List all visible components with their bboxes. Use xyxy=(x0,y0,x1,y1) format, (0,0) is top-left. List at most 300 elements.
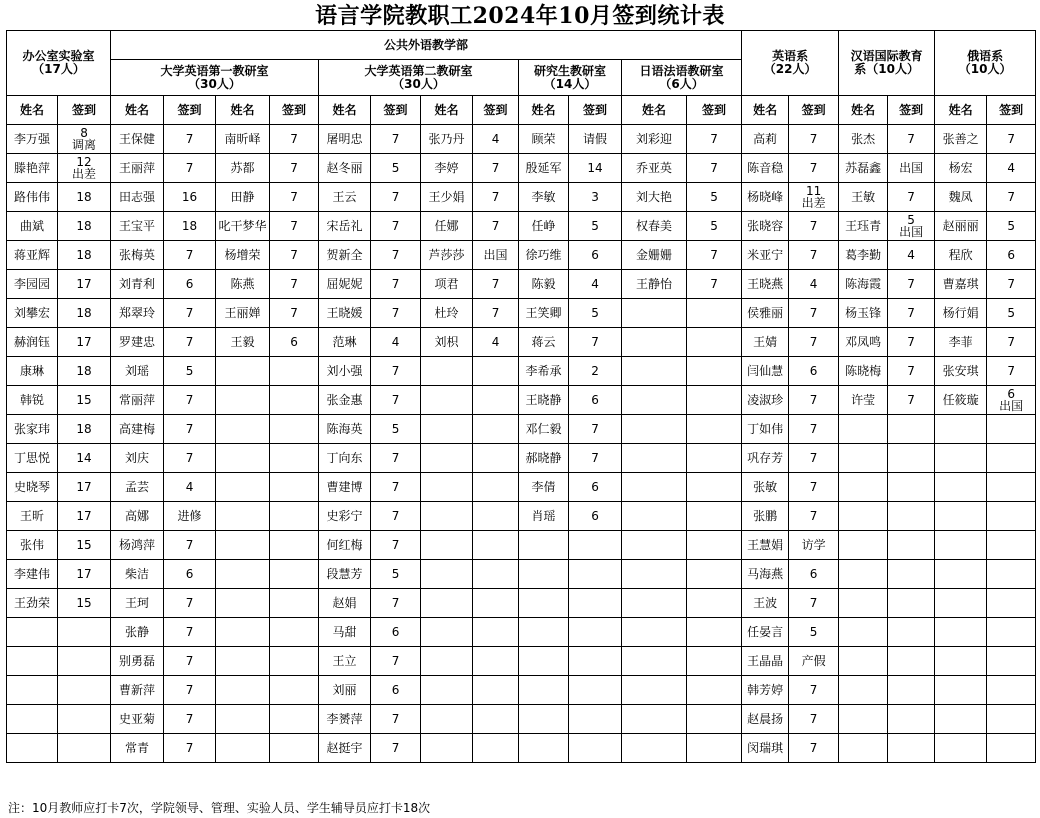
sign-cell xyxy=(987,502,1036,531)
sign-cell xyxy=(270,473,319,502)
sign-cell: 7 xyxy=(789,386,839,415)
name-cell xyxy=(519,589,569,618)
grad-section-count: （14人） xyxy=(543,76,597,91)
sign-cell: 7 xyxy=(888,357,935,386)
sign-cell: 7 xyxy=(164,125,216,154)
name-cell: 南昕峄 xyxy=(216,125,270,154)
name-cell: 高娜 xyxy=(111,502,164,531)
name-cell xyxy=(839,560,888,589)
sign-cell xyxy=(888,560,935,589)
sign-cell: 7 xyxy=(270,212,319,241)
name-cell: 郑翠玲 xyxy=(111,299,164,328)
sign-cell: 7 xyxy=(789,415,839,444)
name-column-header: 姓名 xyxy=(622,96,687,125)
name-cell: 张梅英 xyxy=(111,241,164,270)
name-cell: 刘瑶 xyxy=(111,357,164,386)
sign-cell: 2 xyxy=(569,357,622,386)
sign-cell: 7 xyxy=(164,734,216,763)
sign-cell: 7 xyxy=(987,357,1036,386)
sign-cell: 7 xyxy=(164,386,216,415)
sign-cell: 5 xyxy=(987,212,1036,241)
name-cell xyxy=(421,647,473,676)
name-cell: 王波 xyxy=(742,589,789,618)
sign-cell: 7 xyxy=(473,154,519,183)
sign-cell xyxy=(687,299,742,328)
sign-column-header: 签到 xyxy=(270,96,319,125)
name-cell xyxy=(935,647,987,676)
table-row xyxy=(7,125,1036,154)
jp-fr-section-count: （6人） xyxy=(659,76,704,91)
name-cell xyxy=(216,357,270,386)
name-cell: 张安琪 xyxy=(935,357,987,386)
sign-cell: 18 xyxy=(58,241,111,270)
sign-cell: 7 xyxy=(371,589,421,618)
name-cell: 王敏 xyxy=(839,183,888,212)
sign-cell: 18 xyxy=(58,212,111,241)
sign-cell: 7 xyxy=(371,125,421,154)
name-cell xyxy=(421,502,473,531)
sign-cell: 7 xyxy=(164,328,216,357)
sign-cell: 15 xyxy=(58,531,111,560)
office-header-label: 办公室实验室 xyxy=(22,49,95,63)
name-cell xyxy=(839,531,888,560)
sign-cell xyxy=(58,676,111,705)
footnote: 注：10月教师应打卡7次，学院领导、管理、实验人员、学生辅导员应打卡18次 xyxy=(8,801,431,815)
sign-cell: 7 xyxy=(371,386,421,415)
sign-cell xyxy=(270,444,319,473)
sign-cell: 17 xyxy=(58,560,111,589)
name-cell: 张敏 xyxy=(742,473,789,502)
name-cell: 陈燕 xyxy=(216,270,270,299)
chinese-dept-count: 系（10人） xyxy=(854,62,919,76)
name-cell: 邓凤鸣 xyxy=(839,328,888,357)
table-row xyxy=(7,473,1036,502)
table-row xyxy=(7,560,1036,589)
sign-cell: 18 xyxy=(58,415,111,444)
sign-cell xyxy=(687,357,742,386)
name-cell xyxy=(622,734,687,763)
sign-cell: 5 xyxy=(371,560,421,589)
name-cell: 刘青利 xyxy=(111,270,164,299)
name-cell xyxy=(216,386,270,415)
sign-cell: 15 xyxy=(58,386,111,415)
sign-cell: 18 xyxy=(58,357,111,386)
name-cell: 段慧芳 xyxy=(319,560,371,589)
name-cell xyxy=(421,444,473,473)
name-cell xyxy=(839,705,888,734)
name-cell xyxy=(622,676,687,705)
sign-cell: 7 xyxy=(371,270,421,299)
sign-cell: 5 xyxy=(789,618,839,647)
table-row xyxy=(7,676,1036,705)
sign-cell: 7 xyxy=(164,705,216,734)
sign-cell: 6 xyxy=(569,473,622,502)
name-cell xyxy=(519,705,569,734)
name-cell: 史晓琴 xyxy=(7,473,58,502)
sign-cell: 8 调离 xyxy=(58,125,111,154)
name-cell: 王毅 xyxy=(216,328,270,357)
table-row xyxy=(7,647,1036,676)
sign-cell: 7 xyxy=(888,386,935,415)
sign-cell: 5 xyxy=(687,212,742,241)
sign-cell xyxy=(270,386,319,415)
sign-cell xyxy=(473,502,519,531)
name-cell: 曲斌 xyxy=(7,212,58,241)
name-cell: 陈毅 xyxy=(519,270,569,299)
sign-cell xyxy=(888,734,935,763)
office-header-count: （17人） xyxy=(32,62,85,76)
name-cell xyxy=(216,589,270,618)
sign-cell: 4 xyxy=(789,270,839,299)
sign-cell: 6 xyxy=(569,386,622,415)
name-cell xyxy=(622,473,687,502)
name-cell: 王晓静 xyxy=(519,386,569,415)
sign-cell: 7 xyxy=(371,734,421,763)
sign-cell: 7 xyxy=(270,241,319,270)
sign-cell: 7 xyxy=(789,589,839,618)
sign-cell xyxy=(987,473,1036,502)
name-cell xyxy=(216,531,270,560)
name-cell xyxy=(622,328,687,357)
name-cell xyxy=(839,734,888,763)
name-cell: 乔亚英 xyxy=(622,154,687,183)
name-cell xyxy=(421,676,473,705)
sign-cell: 7 xyxy=(473,299,519,328)
sign-cell xyxy=(687,647,742,676)
name-cell: 赵娟 xyxy=(319,589,371,618)
sign-cell xyxy=(270,705,319,734)
table-row xyxy=(7,618,1036,647)
sign-cell xyxy=(270,357,319,386)
name-cell: 芦莎莎 xyxy=(421,241,473,270)
name-column-header: 姓名 xyxy=(742,96,789,125)
name-cell: 李园园 xyxy=(7,270,58,299)
name-cell: 凌淑珍 xyxy=(742,386,789,415)
name-column-header: 姓名 xyxy=(7,96,58,125)
sign-cell: 出国 xyxy=(888,154,935,183)
name-cell: 蒋云 xyxy=(519,328,569,357)
sign-cell: 7 xyxy=(987,270,1036,299)
name-cell: 贺新全 xyxy=(319,241,371,270)
name-cell: 赫润钰 xyxy=(7,328,58,357)
name-cell xyxy=(216,444,270,473)
sign-cell xyxy=(987,444,1036,473)
sign-cell xyxy=(58,705,111,734)
sign-cell xyxy=(473,589,519,618)
name-cell xyxy=(839,502,888,531)
name-cell: 蒋亚辉 xyxy=(7,241,58,270)
sign-cell xyxy=(270,647,319,676)
name-cell: 魏凤 xyxy=(935,183,987,212)
sign-column-header: 签到 xyxy=(888,96,935,125)
name-cell xyxy=(622,357,687,386)
name-cell xyxy=(421,386,473,415)
sign-cell: 6 xyxy=(270,328,319,357)
sign-cell: 14 xyxy=(569,154,622,183)
name-cell: 范琳 xyxy=(319,328,371,357)
sign-cell: 7 xyxy=(888,328,935,357)
sign-cell xyxy=(687,444,742,473)
sign-cell xyxy=(687,473,742,502)
sign-cell xyxy=(888,531,935,560)
name-cell xyxy=(216,473,270,502)
name-cell: 程欣 xyxy=(935,241,987,270)
sign-cell: 5 xyxy=(569,212,622,241)
table-row xyxy=(7,183,1036,212)
name-cell xyxy=(421,618,473,647)
table-row xyxy=(7,705,1036,734)
sign-cell xyxy=(987,676,1036,705)
page-title: 语言学院教职工2024年10月签到统计表 xyxy=(315,3,725,29)
sign-cell xyxy=(687,734,742,763)
sign-cell xyxy=(473,357,519,386)
name-cell xyxy=(622,502,687,531)
name-cell xyxy=(519,676,569,705)
sign-cell xyxy=(473,734,519,763)
sign-cell xyxy=(473,444,519,473)
name-cell: 权春美 xyxy=(622,212,687,241)
name-cell: 王昕 xyxy=(7,502,58,531)
name-cell xyxy=(216,618,270,647)
name-cell: 高建梅 xyxy=(111,415,164,444)
sign-cell: 6 xyxy=(371,618,421,647)
sign-cell: 7 xyxy=(789,299,839,328)
sign-cell: 15 xyxy=(58,589,111,618)
name-cell: 王宝平 xyxy=(111,212,164,241)
sign-cell xyxy=(687,705,742,734)
name-cell xyxy=(839,618,888,647)
table-row xyxy=(7,531,1036,560)
public-dept-header: 公共外语教学部 xyxy=(111,31,742,60)
sign-cell: 7 xyxy=(270,125,319,154)
chinese-dept-header xyxy=(839,31,935,96)
name-cell: 刘丽 xyxy=(319,676,371,705)
sign-cell xyxy=(987,734,1036,763)
name-cell xyxy=(839,415,888,444)
column-header-row xyxy=(7,96,1036,125)
name-cell: 常青 xyxy=(111,734,164,763)
sign-cell xyxy=(987,705,1036,734)
name-cell xyxy=(519,734,569,763)
sign-cell: 7 xyxy=(371,531,421,560)
name-cell: 王劲荣 xyxy=(7,589,58,618)
name-cell: 曹新萍 xyxy=(111,676,164,705)
sign-cell: 7 xyxy=(164,444,216,473)
sign-cell: 7 xyxy=(164,241,216,270)
sign-cell: 6 xyxy=(371,676,421,705)
name-cell: 田志强 xyxy=(111,183,164,212)
name-cell xyxy=(421,589,473,618)
name-cell xyxy=(421,415,473,444)
sign-cell: 7 xyxy=(888,183,935,212)
sign-cell xyxy=(888,647,935,676)
name-cell: 王晓媛 xyxy=(319,299,371,328)
sign-cell: 4 xyxy=(569,270,622,299)
name-cell: 宋岳礼 xyxy=(319,212,371,241)
sign-cell: 6 xyxy=(164,560,216,589)
english-dept-count: （22人） xyxy=(763,62,817,76)
sign-cell: 出国 xyxy=(473,241,519,270)
name-cell: 何红梅 xyxy=(319,531,371,560)
name-cell xyxy=(216,705,270,734)
name-cell: 田静 xyxy=(216,183,270,212)
name-cell: 柴洁 xyxy=(111,560,164,589)
name-cell: 刘彩迎 xyxy=(622,125,687,154)
sign-cell: 7 xyxy=(789,241,839,270)
name-cell xyxy=(421,560,473,589)
sign-cell xyxy=(987,647,1036,676)
sign-cell xyxy=(270,618,319,647)
name-cell: 李万强 xyxy=(7,125,58,154)
sign-cell xyxy=(687,560,742,589)
sign-cell: 7 xyxy=(687,154,742,183)
sign-cell: 6 xyxy=(987,241,1036,270)
sign-cell xyxy=(987,589,1036,618)
name-cell: 王晶晶 xyxy=(742,647,789,676)
sign-cell: 7 xyxy=(789,444,839,473)
sign-cell: 6 xyxy=(789,357,839,386)
name-cell xyxy=(7,676,58,705)
section2-count: （30人） xyxy=(392,76,445,91)
sign-cell: 6 xyxy=(569,502,622,531)
name-cell: 陈音稳 xyxy=(742,154,789,183)
sign-cell xyxy=(569,618,622,647)
name-cell xyxy=(421,357,473,386)
name-cell: 叱干梦华 xyxy=(216,212,270,241)
sign-cell: 4 xyxy=(164,473,216,502)
sign-cell: 17 xyxy=(58,502,111,531)
name-cell: 王婧 xyxy=(742,328,789,357)
name-column-header: 姓名 xyxy=(319,96,371,125)
name-cell xyxy=(519,560,569,589)
name-cell xyxy=(622,386,687,415)
sign-column-header: 签到 xyxy=(58,96,111,125)
section1-count: （30人） xyxy=(188,76,241,91)
name-cell xyxy=(216,415,270,444)
name-cell: 张金惠 xyxy=(319,386,371,415)
sign-cell: 7 xyxy=(473,270,519,299)
sign-cell xyxy=(687,676,742,705)
sign-cell: 17 xyxy=(58,328,111,357)
name-cell: 史彩宁 xyxy=(319,502,371,531)
name-cell: 王云 xyxy=(319,183,371,212)
sign-cell xyxy=(473,415,519,444)
name-cell xyxy=(622,531,687,560)
table-row xyxy=(7,299,1036,328)
name-cell: 丁如伟 xyxy=(742,415,789,444)
section1-label: 大学英语第一教研室 xyxy=(160,63,269,78)
name-cell: 路伟伟 xyxy=(7,183,58,212)
sign-cell: 请假 xyxy=(569,125,622,154)
sign-cell xyxy=(687,328,742,357)
name-cell xyxy=(216,734,270,763)
name-cell xyxy=(622,299,687,328)
sign-cell xyxy=(888,676,935,705)
name-cell: 任峥 xyxy=(519,212,569,241)
sign-cell xyxy=(473,647,519,676)
sign-cell: 7 xyxy=(371,241,421,270)
sign-cell: 4 xyxy=(987,154,1036,183)
sign-cell: 4 xyxy=(473,328,519,357)
sign-cell: 7 xyxy=(371,473,421,502)
name-cell: 郝晓静 xyxy=(519,444,569,473)
sign-cell xyxy=(987,560,1036,589)
table-row xyxy=(7,444,1036,473)
name-cell xyxy=(935,444,987,473)
sign-cell: 7 xyxy=(164,647,216,676)
name-cell xyxy=(7,705,58,734)
name-cell: 杨行娟 xyxy=(935,299,987,328)
sign-cell: 7 xyxy=(371,183,421,212)
name-cell: 杨增荣 xyxy=(216,241,270,270)
sign-cell xyxy=(270,502,319,531)
name-cell xyxy=(935,560,987,589)
name-cell: 许莹 xyxy=(839,386,888,415)
name-cell: 王保健 xyxy=(111,125,164,154)
name-cell: 韩芳婷 xyxy=(742,676,789,705)
name-cell: 王静怡 xyxy=(622,270,687,299)
sign-cell xyxy=(270,531,319,560)
sign-cell: 6 xyxy=(789,560,839,589)
name-cell: 韩锐 xyxy=(7,386,58,415)
name-cell: 丁向东 xyxy=(319,444,371,473)
sign-cell: 4 xyxy=(473,125,519,154)
name-cell: 曹嘉琪 xyxy=(935,270,987,299)
name-cell xyxy=(935,618,987,647)
name-cell xyxy=(935,676,987,705)
sign-cell xyxy=(687,531,742,560)
name-cell xyxy=(622,705,687,734)
name-cell: 顾荣 xyxy=(519,125,569,154)
sign-cell xyxy=(58,618,111,647)
name-cell: 屠明忠 xyxy=(319,125,371,154)
sign-cell: 11 出差 xyxy=(789,183,839,212)
name-column-header: 姓名 xyxy=(111,96,164,125)
name-cell: 王笑卿 xyxy=(519,299,569,328)
sign-cell xyxy=(687,415,742,444)
name-cell xyxy=(7,734,58,763)
sign-cell xyxy=(888,444,935,473)
sign-cell xyxy=(888,473,935,502)
name-cell xyxy=(622,560,687,589)
sign-column-header: 签到 xyxy=(987,96,1036,125)
name-cell xyxy=(935,415,987,444)
sign-cell: 5 xyxy=(164,357,216,386)
name-cell: 王珂 xyxy=(111,589,164,618)
sign-cell: 7 xyxy=(371,212,421,241)
name-cell: 巩存芳 xyxy=(742,444,789,473)
name-cell: 滕艳萍 xyxy=(7,154,58,183)
sign-cell: 产假 xyxy=(789,647,839,676)
name-cell: 赵晨扬 xyxy=(742,705,789,734)
name-cell: 殷延军 xyxy=(519,154,569,183)
table-row xyxy=(7,589,1036,618)
attendance-table xyxy=(6,30,1036,763)
name-cell: 赵挺宇 xyxy=(319,734,371,763)
sign-cell: 7 xyxy=(164,415,216,444)
sign-cell: 7 xyxy=(270,299,319,328)
sign-cell xyxy=(569,734,622,763)
sign-cell xyxy=(569,705,622,734)
english-dept-header xyxy=(742,31,839,96)
section1-header xyxy=(111,60,319,96)
sign-cell: 3 xyxy=(569,183,622,212)
sign-cell xyxy=(987,415,1036,444)
sign-cell: 5 xyxy=(687,183,742,212)
name-cell: 侯雅丽 xyxy=(742,299,789,328)
sign-cell xyxy=(687,589,742,618)
sign-cell: 7 xyxy=(687,125,742,154)
